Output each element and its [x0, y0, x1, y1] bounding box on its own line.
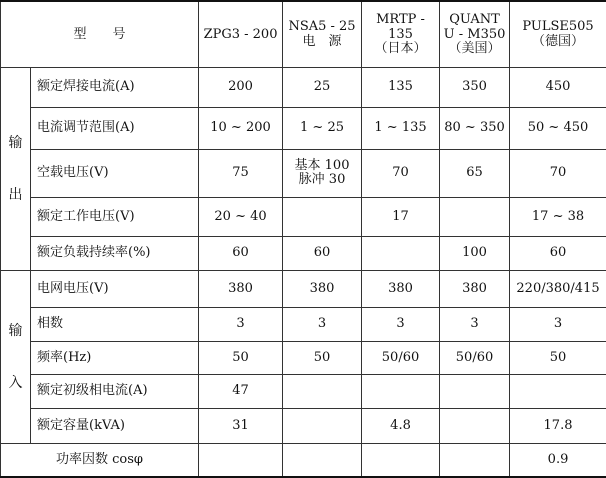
value-cell [440, 149, 510, 197]
param-label: 频率(Hz) [31, 341, 199, 374]
value-cell [199, 107, 283, 149]
group-char: 入 [8, 374, 23, 391]
value-cell [362, 408, 440, 443]
value-text: 脉冲 30 [298, 172, 346, 188]
header-row [1, 1, 606, 68]
value-cell [510, 375, 606, 408]
model-name: MRTP - 135 [376, 12, 425, 42]
value-text: 0.9 [547, 451, 569, 467]
value-cell [440, 107, 510, 149]
param-label: 额定负载持续率(%) [31, 237, 199, 270]
input-group-label [1, 270, 31, 443]
value-cell [510, 444, 606, 478]
value-text: 3 [553, 316, 563, 332]
value-text: 50/60 [381, 349, 420, 365]
param-label: 空载电压(V) [31, 149, 199, 197]
value-text: 60 [549, 245, 567, 261]
value-cell [362, 197, 440, 237]
param-label: 额定容量(kVA) [31, 408, 199, 443]
value-cell [362, 237, 440, 270]
value-text: 135 [388, 79, 413, 95]
group-char: 出 [8, 187, 23, 204]
value-text: 80 ~ 350 [444, 120, 505, 136]
value-text: 380 [228, 280, 253, 296]
value-cell [283, 149, 362, 197]
model-header-1 [199, 1, 283, 68]
value-text: 380 [309, 280, 335, 296]
value-text: 70 [392, 165, 409, 181]
power-factor-row [1, 444, 606, 478]
value-cell [362, 341, 440, 374]
value-cell [362, 107, 440, 149]
value-cell [440, 341, 510, 374]
model-name: PULSE505 [522, 19, 594, 35]
value-cell [510, 149, 606, 197]
value-cell [510, 197, 606, 237]
value-text: 基本 100 [294, 157, 350, 173]
value-text: 20 ~ 40 [214, 208, 267, 224]
value-cell [199, 341, 283, 374]
value-text: 60 [313, 245, 331, 261]
table-row [1, 107, 606, 149]
value-cell [362, 149, 440, 197]
value-cell [199, 149, 283, 197]
table-row [1, 408, 606, 443]
value-text: 380 [462, 280, 487, 296]
value-cell [199, 237, 283, 270]
value-text: 50 [232, 349, 249, 365]
value-cell [510, 308, 606, 341]
table-row [1, 308, 606, 341]
value-cell [283, 107, 362, 149]
value-text: 3 [396, 316, 405, 332]
value-text: 1 ~ 135 [374, 120, 427, 136]
model-name-cont: U - M350 [443, 26, 506, 42]
value-cell [440, 444, 510, 478]
value-cell [510, 107, 606, 149]
value-text: 17 ~ 38 [531, 208, 585, 224]
value-cell [362, 68, 440, 108]
value-cell [283, 270, 362, 308]
value-cell [283, 408, 362, 443]
value-cell [510, 270, 606, 308]
value-cell [283, 68, 362, 108]
value-text: 31 [232, 417, 249, 433]
model-header-3 [362, 1, 440, 68]
value-cell [440, 270, 510, 308]
value-cell [199, 197, 283, 237]
param-label: 相数 [31, 308, 199, 341]
value-text: 65 [466, 165, 483, 181]
value-text: 200 [228, 79, 253, 95]
value-text: 60 [232, 245, 249, 261]
model-name: NSA5 - 25 [288, 19, 356, 35]
param-label: 电网电压(V) [31, 270, 199, 308]
group-char: 输 [8, 322, 23, 339]
value-text: 3 [236, 316, 245, 332]
value-text: 50/60 [455, 349, 494, 365]
table-row [1, 197, 606, 237]
model-header-5 [510, 1, 606, 68]
value-text: 220/380/415 [516, 280, 600, 296]
table-row [1, 270, 606, 308]
value-cell [283, 308, 362, 341]
value-text: 3 [470, 316, 479, 332]
value-cell [440, 197, 510, 237]
value-cell [362, 444, 440, 478]
value-cell [510, 341, 606, 374]
value-text: 3 [317, 316, 327, 332]
value-cell [440, 375, 510, 408]
value-text: 17 [392, 208, 409, 224]
model-header-2 [283, 1, 362, 68]
table-row [1, 341, 606, 374]
value-text: 350 [462, 79, 487, 95]
value-cell [440, 408, 510, 443]
value-text: 70 [549, 165, 567, 181]
value-cell [362, 375, 440, 408]
value-cell [199, 375, 283, 408]
value-text: 100 [462, 245, 487, 261]
value-cell [283, 237, 362, 270]
param-label: 额定焊接电流(A) [31, 68, 199, 108]
value-cell [283, 444, 362, 478]
value-text: 10 ~ 200 [210, 120, 271, 136]
table-row [1, 149, 606, 197]
param-label: 电流调节范围(A) [31, 107, 199, 149]
value-cell [510, 237, 606, 270]
model-origin: （德国） [532, 33, 585, 49]
value-cell [283, 341, 362, 374]
model-origin: （美国） [448, 40, 501, 56]
value-text: 50 [549, 349, 567, 365]
value-cell [199, 408, 283, 443]
value-text: 50 [313, 349, 331, 365]
value-text: 25 [313, 79, 331, 95]
value-cell [362, 270, 440, 308]
table-row [1, 68, 606, 108]
value-cell [510, 408, 606, 443]
value-cell [510, 68, 606, 108]
value-text: 47 [232, 383, 249, 399]
value-cell [283, 197, 362, 237]
model-name: ZPG3 - 200 [203, 26, 278, 42]
value-text: 17.8 [543, 417, 573, 433]
table-row [1, 237, 606, 270]
value-cell [440, 237, 510, 270]
value-text: 50 ~ 450 [527, 120, 589, 136]
output-group-label [1, 68, 31, 270]
model-header-4 [440, 1, 510, 68]
value-cell [283, 375, 362, 408]
group-char: 输 [8, 135, 23, 152]
value-text: 75 [232, 165, 249, 181]
value-cell [199, 270, 283, 308]
value-cell [199, 308, 283, 341]
value-cell [199, 68, 283, 108]
value-cell [440, 68, 510, 108]
value-text: 380 [388, 280, 413, 296]
model-origin: （日本） [374, 40, 427, 56]
model-note: 电 源 [302, 33, 342, 49]
value-cell [362, 308, 440, 341]
value-text: 1 ~ 25 [300, 120, 344, 136]
model-label: 型 号 [1, 1, 199, 68]
param-label: 额定工作电压(V) [31, 197, 199, 237]
value-text: 450 [545, 79, 571, 95]
spec-table-body [1, 1, 606, 477]
power-factor-label: 功率因数 cosφ [1, 444, 199, 478]
value-cell [199, 444, 283, 478]
table-row [1, 375, 606, 408]
model-name: QUANT [449, 12, 500, 28]
value-text: 4.8 [390, 417, 411, 433]
value-cell [440, 308, 510, 341]
param-label: 额定初级相电流(A) [31, 375, 199, 408]
